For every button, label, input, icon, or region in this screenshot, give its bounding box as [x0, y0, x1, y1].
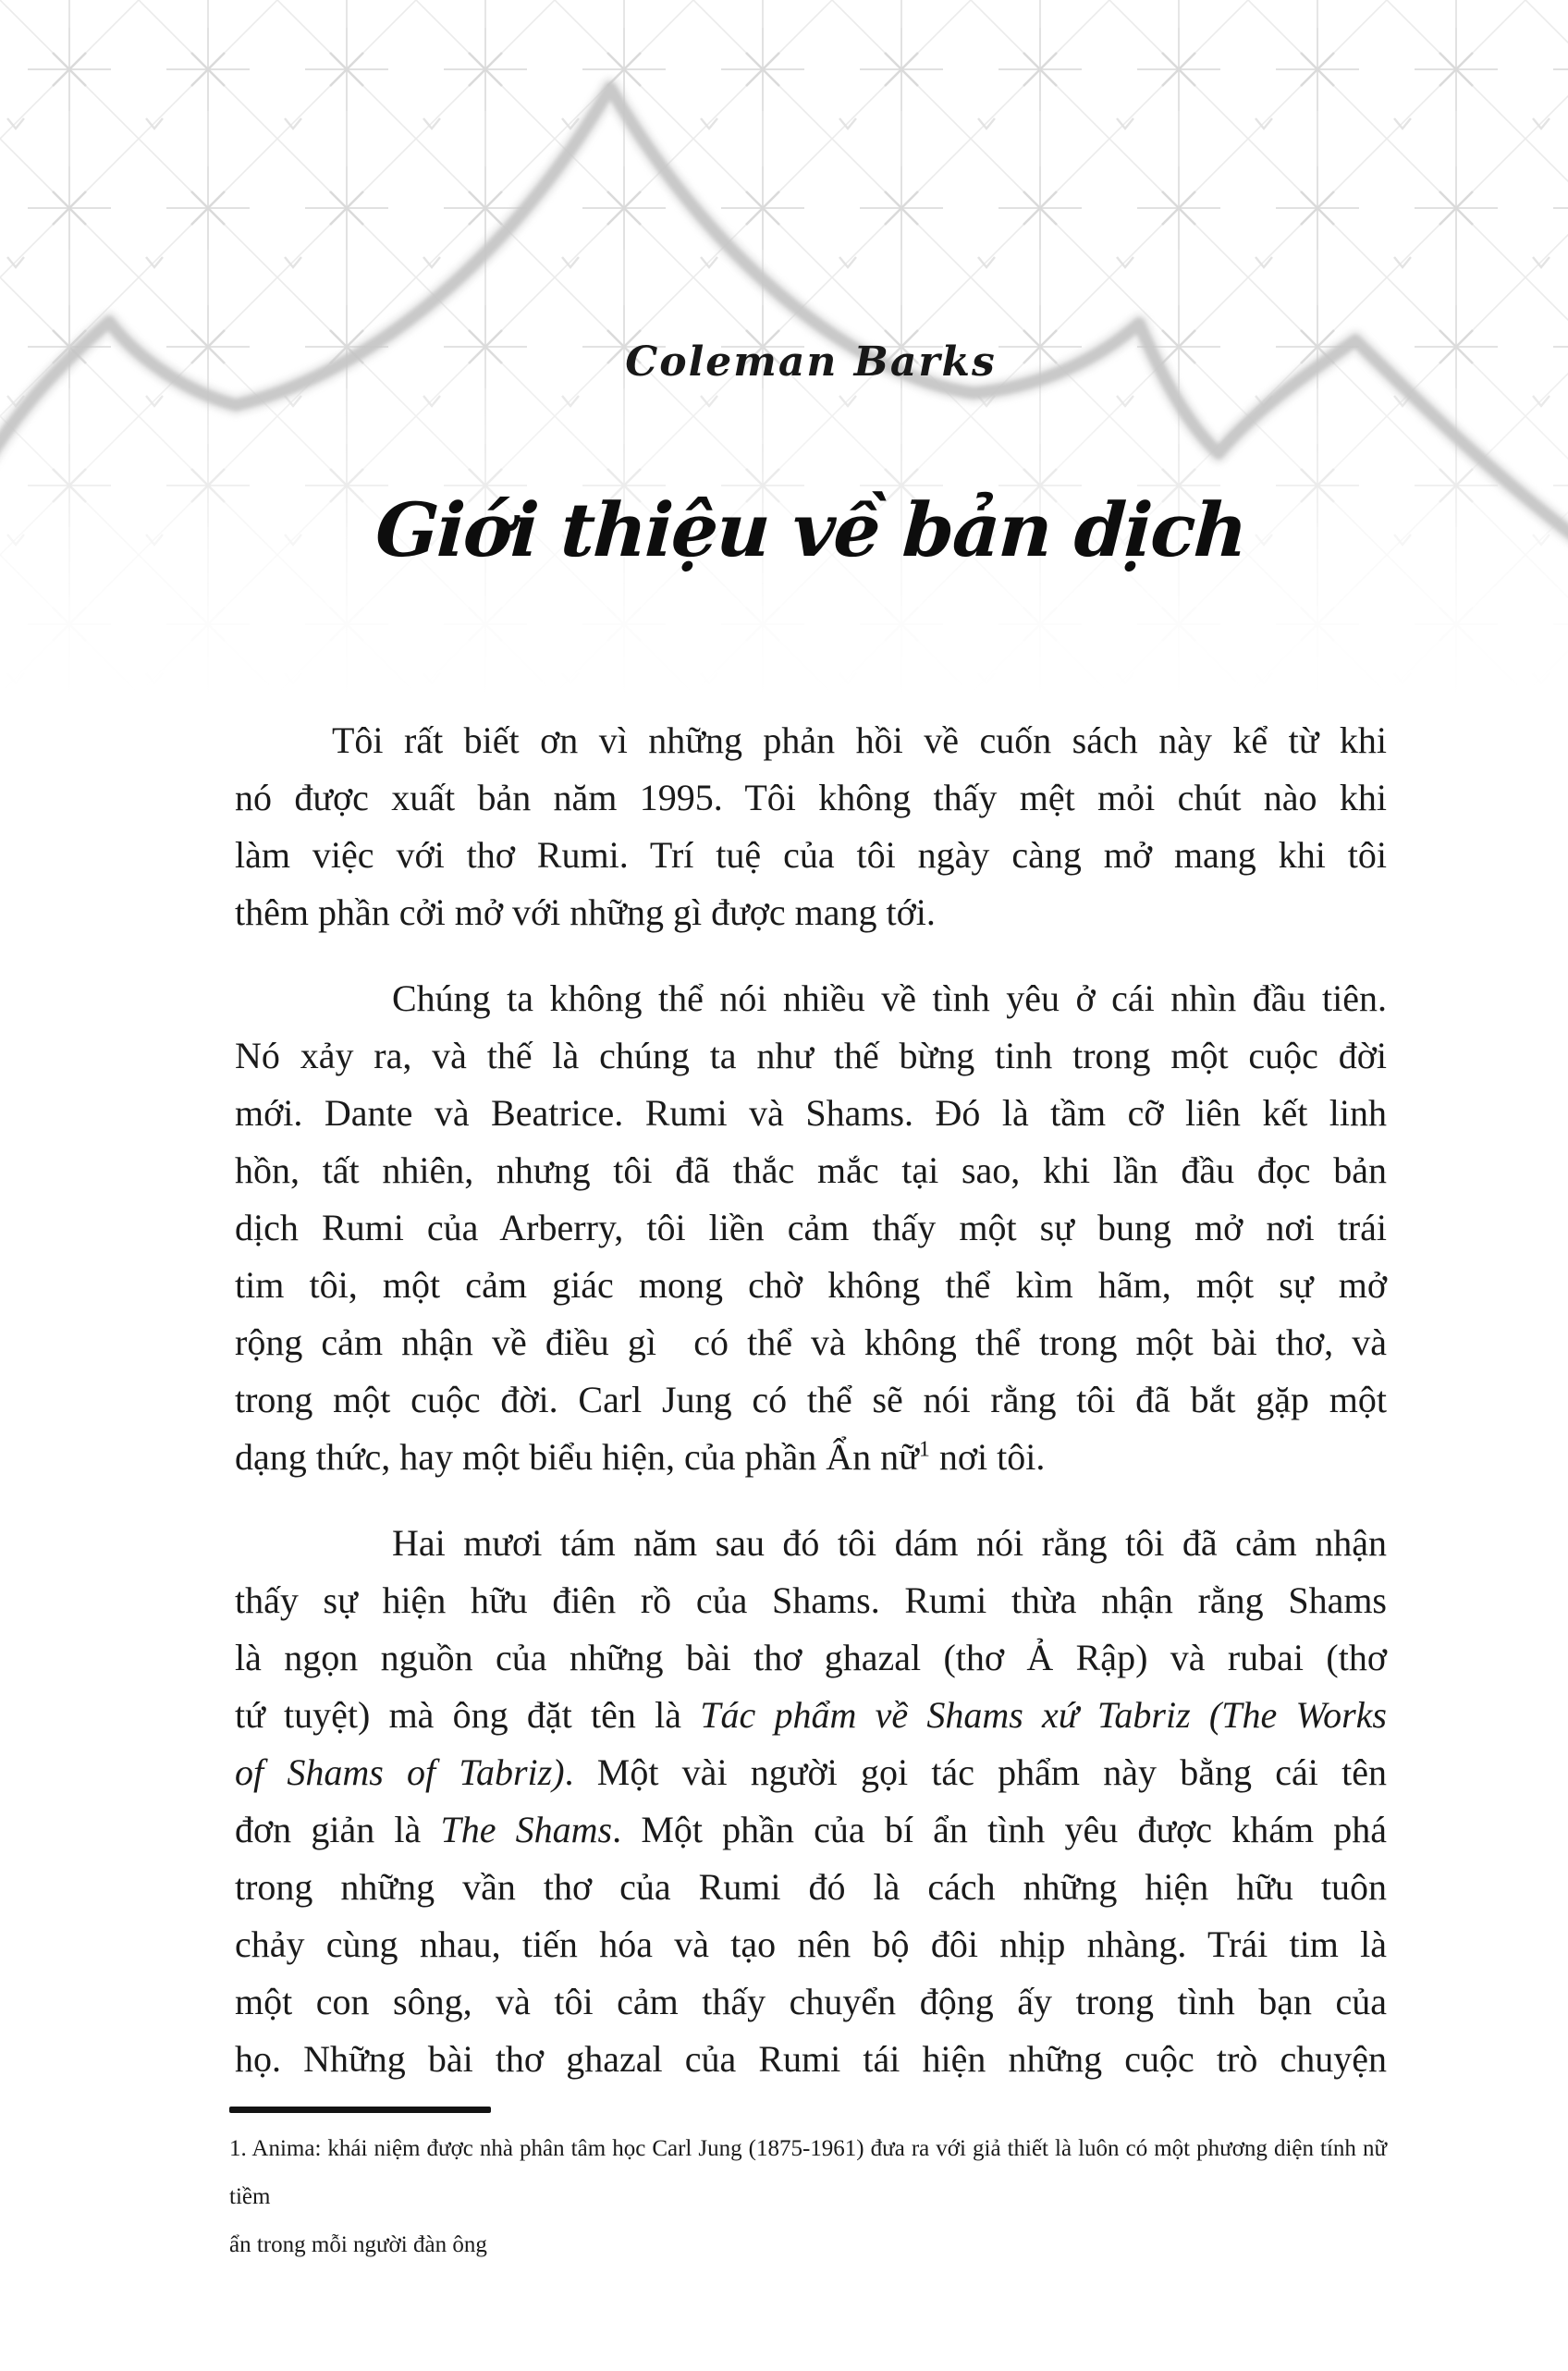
text-run: tim tôi, một cảm giác mong chờ không thể kìm hãm, một sự mở [235, 1264, 1387, 1306]
paragraph [235, 970, 1387, 1486]
footnote-separator [229, 2107, 491, 2113]
text-run: tứ tuyệt) mà ông đặt tên là [235, 1694, 701, 1736]
text-run: Tôi rất biết ơn vì những phản hồi về cuốn sách này kể từ khi [332, 719, 1387, 761]
text-line [235, 712, 1387, 769]
text-line [235, 1027, 1387, 1085]
page-title: Giới thiệu về bản dịch [374, 486, 1248, 573]
text-line [235, 1973, 1387, 2031]
paragraph [235, 712, 1387, 941]
text-run: mới. Dante và Beatrice. Rumi và Shams. Đó là tầm cỡ liên kết linh [235, 1092, 1387, 1134]
text-line [235, 1801, 1387, 1859]
footnote-line: 1. Anima: khái niệm được nhà phân tâm học Carl Jung (1875-1961) đưa ra với giả thiết là luôn có một phương diện tính nữ tiềm [229, 2136, 1387, 2209]
text-run: thêm phần cởi mở với những gì được mang tới. [235, 891, 936, 933]
author-signature: Coleman Barks [625, 338, 997, 386]
text-line [235, 1515, 1387, 1572]
text-run: trong những vần thơ của Rumi đó là cách những hiện hữu tuôn [235, 1866, 1387, 1908]
text-run: The Shams [440, 1809, 613, 1850]
text-run: Chúng ta không thể nói nhiều về tình yêu ở cái nhìn đầu tiên. [392, 977, 1387, 1019]
text-run: hồn, tất nhiên, nhưng tôi đã thắc mắc tại sao, khi lần đầu đọc bản [235, 1149, 1387, 1191]
text-run: . Một phần của bí ẩn tình yêu được khám phá [612, 1809, 1388, 1850]
text-line [235, 1629, 1387, 1687]
text-line [235, 1859, 1387, 1916]
text-line [235, 1744, 1387, 1801]
text-line [235, 1199, 1387, 1257]
text-line [235, 1314, 1387, 1371]
text-line [235, 1916, 1387, 1973]
footnote-reference: 1 [918, 1437, 930, 1462]
text-run: dạng thức, hay một biểu hiện, của phần Ẩn nữ [235, 1436, 919, 1478]
text-run: of Shams of Tabriz) [235, 1751, 565, 1793]
text-run: nó được xuất bản năm 1995. Tôi không thấy mệt mỏi chút nào khi [235, 777, 1387, 818]
footnote [229, 2107, 1387, 2269]
text-line [235, 2031, 1387, 2088]
text-line [235, 1429, 1387, 1486]
text-run: rộng cảm nhận về điều gì có thể và không thể trong một bài thơ, và [235, 1321, 1387, 1363]
text-run: Nó xảy ra, và thế là chúng ta như thế bừng tinh trong một cuộc đời [235, 1035, 1387, 1076]
text-line [235, 1257, 1387, 1314]
text-run: Tác phẩm về Shams xứ Tabriz (The Works [700, 1694, 1388, 1736]
text-run: đơn giản là [235, 1809, 441, 1850]
text-run: thấy sự hiện hữu điên rồ của Shams. Rumi thừa nhận rằng Shams [235, 1579, 1387, 1621]
body-text [235, 712, 1387, 2088]
text-line [235, 827, 1387, 884]
text-run: làm việc với thơ Rumi. Trí tuệ của tôi ngày càng mở mang khi tôi [235, 834, 1387, 876]
text-run: . Một vài người gọi tác phẩm này bằng cái tên [564, 1751, 1387, 1793]
footnote-text [229, 2125, 1387, 2269]
text-run: Hai mươi tám năm sau đó tôi dám nói rằng tôi đã cảm nhận [392, 1522, 1387, 1564]
text-run: dịch Rumi của Arberry, tôi liền cảm thấy một sự bung mở nơi trái [235, 1207, 1387, 1248]
text-run: là ngọn nguồn của những bài thơ ghazal (thơ Ả Rập) và rubai (thơ [235, 1637, 1387, 1678]
text-line [235, 1142, 1387, 1199]
text-run: nơi tôi. [929, 1436, 1046, 1478]
text-line [235, 884, 1387, 941]
text-line [235, 970, 1387, 1027]
text-run: chảy cùng nhau, tiến hóa và tạo nên bộ đôi nhịp nhàng. Trái tim là [235, 1923, 1387, 1965]
text-run: một con sông, và tôi cảm thấy chuyển động ấy trong tình bạn của [235, 1981, 1387, 2022]
footnote-line: ẩn trong mỗi người đàn ông [229, 2232, 487, 2257]
text-run: trong một cuộc đời. Carl Jung có thể sẽ nói rằng tôi đã bắt gặp một [235, 1379, 1387, 1420]
text-line [235, 769, 1387, 827]
paragraph [235, 1515, 1387, 2088]
text-line [235, 1371, 1387, 1429]
text-line [235, 1687, 1387, 1744]
text-run: họ. Những bài thơ ghazal của Rumi tái hiện những cuộc trò chuyện [235, 2038, 1387, 2080]
text-line [235, 1572, 1387, 1629]
text-line [235, 1085, 1387, 1142]
